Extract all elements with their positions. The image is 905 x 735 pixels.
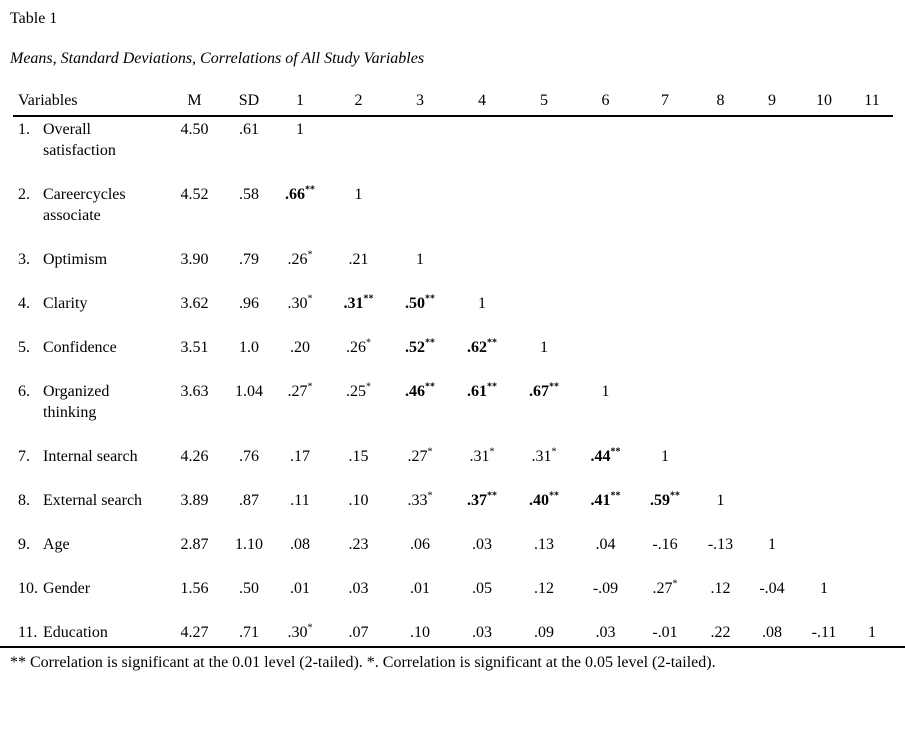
correlation-cell: [328, 444, 389, 488]
correlation-cell: [389, 379, 451, 444]
correlation-value: .03: [348, 580, 369, 597]
significance-stars: **: [305, 184, 315, 196]
correlation-cell: [797, 247, 851, 291]
table-row: [13, 620, 893, 645]
correlation-cell: [389, 576, 451, 620]
correlation-value: .61**: [467, 381, 497, 400]
correlation-cell: [694, 116, 747, 182]
correlation-cell: [328, 182, 389, 247]
correlation-value: .46**: [405, 381, 435, 400]
sd-cell: .58: [239, 186, 259, 203]
correlation-cell: [328, 576, 389, 620]
sd-cell: .50: [239, 580, 259, 597]
correlation-cell: [694, 182, 747, 247]
correlation-cell: [389, 620, 451, 645]
row-number-cell: 3.: [18, 251, 30, 268]
sd-cell: .87: [239, 492, 259, 509]
correlation-value: .25*: [346, 381, 371, 400]
sd-cell: .76: [239, 448, 259, 465]
table-row: [13, 576, 893, 620]
correlation-value: .08: [290, 536, 310, 553]
correlation-cell: [851, 182, 893, 247]
correlation-cell: [389, 247, 451, 291]
variable-label-cell: Age: [43, 536, 70, 553]
significance-stars: *: [307, 249, 313, 261]
correlation-cell: [797, 620, 851, 645]
correlation-cell: [747, 532, 797, 576]
correlation-cell: [513, 182, 575, 247]
correlation-value: 1: [820, 580, 828, 597]
correlation-value: .03: [595, 624, 616, 641]
correlation-cell: [575, 116, 636, 182]
correlation-cell: [513, 576, 575, 620]
correlation-value: 1: [868, 624, 876, 641]
correlation-cell: [747, 379, 797, 444]
correlation-value: .59**: [650, 490, 680, 509]
significance-stars: *: [551, 446, 557, 458]
mean-cell: 3.51: [180, 339, 209, 356]
correlation-cell: [513, 444, 575, 488]
correlation-cell: [513, 335, 575, 379]
row-number-cell: 1.: [18, 121, 30, 138]
correlation-cell: [797, 182, 851, 247]
correlation-cell: [694, 532, 747, 576]
correlation-cell: [513, 116, 575, 182]
correlation-value: .27*: [287, 381, 313, 400]
significance-stars: **: [549, 381, 559, 393]
correlation-value: .67**: [529, 381, 559, 400]
correlation-value: .26*: [346, 337, 371, 356]
significance-stars: **: [610, 490, 621, 502]
correlation-cell: [513, 379, 575, 444]
significance-stars: **: [425, 337, 435, 349]
column-header: 3: [389, 90, 451, 116]
variable-label-cell: Overall satisfaction: [43, 121, 116, 159]
mean-cell: 2.87: [180, 536, 209, 553]
correlation-cell: [851, 335, 893, 379]
correlation-cell: [272, 182, 328, 247]
correlation-cell: [636, 116, 694, 182]
correlation-cell: [797, 576, 851, 620]
correlation-cell: [389, 182, 451, 247]
correlation-value: -.11: [811, 624, 837, 641]
correlation-value: .31*: [531, 446, 557, 465]
correlation-value: .26*: [287, 249, 313, 268]
table-title: Table 1: [10, 10, 58, 27]
significance-stars: **: [487, 337, 497, 349]
correlation-value: 1: [354, 186, 363, 203]
significance-stars: **: [487, 381, 497, 393]
correlation-value: .09: [534, 624, 554, 641]
correlation-cell: [851, 116, 893, 182]
correlation-value: .05: [472, 580, 492, 597]
table-row: [13, 116, 893, 182]
correlation-cell: [389, 335, 451, 379]
correlation-cell: [636, 576, 694, 620]
variable-label-cell: Education: [43, 624, 108, 641]
correlation-value: 1: [716, 492, 725, 509]
correlation-cell: [451, 335, 513, 379]
correlation-cell: [747, 620, 797, 645]
significance-stars: **: [487, 490, 497, 502]
correlation-cell: [797, 335, 851, 379]
variable-label-cell: Organized thinking: [43, 383, 110, 421]
correlation-cell: [694, 247, 747, 291]
correlation-cell: [513, 488, 575, 532]
sd-cell: .96: [239, 295, 259, 312]
significance-stars: *: [672, 578, 678, 590]
sd-cell: .71: [239, 624, 259, 641]
correlation-cell: [575, 291, 636, 335]
correlation-cell: [575, 247, 636, 291]
correlation-value: -.04: [759, 580, 785, 597]
correlation-cell: [451, 444, 513, 488]
correlation-cell: [328, 488, 389, 532]
correlation-cell: [575, 379, 636, 444]
correlation-value: .50**: [405, 293, 435, 312]
correlation-cell: [389, 116, 451, 182]
column-header: 6: [575, 90, 636, 116]
correlation-value: 1: [601, 383, 610, 400]
mean-cell: 4.50: [180, 121, 209, 138]
correlation-cell: [389, 444, 451, 488]
significance-stars: **: [425, 381, 435, 393]
significance-stars: **: [425, 293, 435, 305]
correlation-cell: [797, 532, 851, 576]
correlation-cell: [328, 620, 389, 645]
correlation-cell: [451, 620, 513, 645]
column-header: 8: [694, 90, 747, 116]
correlation-value: .04: [595, 536, 616, 553]
correlation-value: .11: [290, 492, 310, 509]
correlation-value: .01: [410, 580, 430, 597]
correlation-value: .01: [290, 580, 310, 597]
row-number-cell: 5.: [18, 339, 30, 356]
correlation-cell: [272, 291, 328, 335]
sd-cell: .61: [239, 121, 259, 138]
correlation-value: .10: [348, 492, 369, 509]
row-number-cell: 7.: [18, 448, 30, 465]
correlation-cell: [451, 576, 513, 620]
mean-cell: 3.63: [180, 383, 209, 400]
correlation-cell: [747, 116, 797, 182]
correlation-cell: [747, 291, 797, 335]
correlation-cell: [636, 247, 694, 291]
correlation-cell: [575, 620, 636, 645]
correlation-cell: [272, 488, 328, 532]
correlation-value: .27*: [652, 578, 678, 597]
correlation-value: .21: [348, 251, 369, 268]
significance-stars: *: [307, 622, 313, 634]
correlation-cell: [272, 247, 328, 291]
table-row: [13, 379, 893, 444]
correlation-cell: [851, 247, 893, 291]
correlation-cell: [694, 444, 747, 488]
correlation-cell: [272, 335, 328, 379]
column-header: 2: [328, 90, 389, 116]
correlation-cell: [797, 291, 851, 335]
correlation-value: .08: [762, 624, 782, 641]
correlation-value: .40**: [529, 490, 559, 509]
correlation-value: .31**: [343, 293, 374, 312]
significance-stars: **: [363, 293, 374, 305]
sd-cell: 1.10: [235, 536, 263, 553]
significance-stars: **: [670, 490, 680, 502]
mean-cell: 3.89: [180, 492, 209, 509]
correlation-value: .37**: [467, 490, 497, 509]
correlation-cell: [797, 379, 851, 444]
significance-stars: *: [307, 293, 313, 305]
correlation-cell: [575, 335, 636, 379]
correlation-cell: [851, 379, 893, 444]
table-row: [13, 291, 893, 335]
significance-stars: *: [427, 490, 433, 502]
row-number-cell: 11.: [18, 624, 38, 641]
correlation-cell: [851, 444, 893, 488]
sd-cell: 1.0: [239, 339, 259, 356]
correlation-cell: [694, 488, 747, 532]
correlation-cell: [513, 532, 575, 576]
significance-stars: *: [366, 381, 371, 393]
correlation-value: .30*: [287, 622, 313, 641]
correlation-cell: [747, 182, 797, 247]
correlation-cell: [747, 247, 797, 291]
correlation-cell: [694, 291, 747, 335]
correlation-cell: [272, 444, 328, 488]
correlation-cell: [272, 576, 328, 620]
correlation-value: .52**: [405, 337, 435, 356]
correlation-cell: [797, 116, 851, 182]
row-number-cell: 9.: [18, 536, 30, 553]
correlation-cell: [747, 576, 797, 620]
correlation-cell: [575, 444, 636, 488]
column-header: 7: [636, 90, 694, 116]
correlation-cell: [797, 444, 851, 488]
correlation-value: 1: [478, 295, 486, 312]
correlation-cell: [451, 488, 513, 532]
correlation-cell: [694, 335, 747, 379]
correlation-cell: [328, 532, 389, 576]
correlation-cell: [451, 379, 513, 444]
row-number-cell: 6.: [18, 383, 30, 400]
correlation-value: .27*: [407, 446, 433, 465]
variable-label-cell: Internal search: [43, 448, 138, 465]
correlation-value: .15: [348, 448, 369, 465]
correlation-value: .12: [710, 580, 731, 597]
row-number-cell: 8.: [18, 492, 30, 509]
correlation-value: .31*: [469, 446, 495, 465]
correlation-cell: [797, 488, 851, 532]
column-header: M: [163, 90, 226, 116]
row-number-cell: 4.: [18, 295, 30, 312]
column-header: 4: [451, 90, 513, 116]
correlation-cell: [451, 116, 513, 182]
correlation-cell: [451, 291, 513, 335]
correlation-value: .20: [290, 339, 310, 356]
correlation-cell: [747, 444, 797, 488]
table-row: [13, 532, 893, 576]
table-subtitle: Means, Standard Deviations, Correlations of All Study Variables: [10, 50, 425, 67]
correlation-cell: [851, 488, 893, 532]
correlation-value: 1: [416, 251, 424, 268]
correlation-cell: [513, 247, 575, 291]
variable-label-cell: Careercycles associate: [43, 186, 126, 224]
correlation-cell: [851, 620, 893, 645]
correlation-cell: [389, 488, 451, 532]
correlation-value: .66**: [285, 184, 315, 203]
correlation-value: 1: [661, 448, 669, 465]
correlation-cell: [328, 291, 389, 335]
correlation-value: 1: [540, 339, 548, 356]
column-header: 1: [272, 90, 328, 116]
table-row: [13, 444, 893, 488]
correlation-value: .23: [348, 536, 369, 553]
correlation-value: .17: [290, 448, 310, 465]
correlation-value: .44**: [590, 446, 621, 465]
correlation-cell: [694, 576, 747, 620]
table-bottom-rule: [0, 646, 905, 648]
correlation-cell: [513, 291, 575, 335]
correlation-cell: [694, 620, 747, 645]
mean-cell: 4.52: [180, 186, 209, 203]
correlation-cell: [272, 116, 328, 182]
sd-cell: .79: [239, 251, 259, 268]
row-number-cell: 2.: [18, 186, 30, 203]
variable-label-cell: Gender: [43, 580, 91, 597]
significance-stars: **: [549, 490, 559, 502]
correlation-cell: [272, 379, 328, 444]
correlation-cell: [636, 488, 694, 532]
mean-cell: 3.90: [180, 251, 209, 268]
correlation-cell: [513, 620, 575, 645]
table-row: [13, 488, 893, 532]
table-body: [13, 116, 893, 645]
correlation-cell: [575, 182, 636, 247]
table-footnote: ** Correlation is significant at the 0.01 level (2-tailed). *. Correlation is significant at the 0.05 level (2-tailed).: [10, 654, 716, 671]
correlation-cell: [747, 488, 797, 532]
correlation-value: -.01: [652, 624, 678, 641]
correlation-cell: [636, 182, 694, 247]
correlation-value: .06: [410, 536, 430, 553]
correlation-cell: [451, 532, 513, 576]
correlation-cell: [851, 576, 893, 620]
correlation-value: .62**: [467, 337, 497, 356]
correlation-cell: [575, 488, 636, 532]
mean-cell: 4.27: [180, 624, 209, 641]
correlation-cell: [328, 379, 389, 444]
variable-label-cell: Confidence: [43, 339, 117, 356]
column-header: 10: [797, 90, 851, 116]
correlation-cell: [389, 532, 451, 576]
mean-cell: 4.26: [180, 448, 209, 465]
correlation-value: .41**: [590, 490, 621, 509]
table-row: [13, 247, 893, 291]
correlation-value: -.16: [652, 536, 678, 553]
correlation-value: .07: [348, 624, 369, 641]
correlation-cell: [636, 379, 694, 444]
correlation-cell: [451, 247, 513, 291]
correlation-value: .33*: [407, 490, 433, 509]
significance-stars: *: [427, 446, 433, 458]
correlation-cell: [636, 620, 694, 645]
correlation-value: .03: [472, 536, 492, 553]
table-row: [13, 182, 893, 247]
table-row: [13, 335, 893, 379]
column-header: 9: [747, 90, 797, 116]
column-header: SD: [226, 90, 272, 116]
correlation-value: .30*: [287, 293, 313, 312]
correlation-cell: [328, 116, 389, 182]
correlation-value: .22: [710, 624, 731, 641]
correlation-table: [13, 90, 893, 645]
variable-label-cell: External search: [43, 492, 143, 509]
column-header: 11: [851, 90, 893, 116]
correlation-cell: [451, 182, 513, 247]
correlation-value: .12: [534, 580, 554, 597]
correlation-cell: [575, 576, 636, 620]
variable-label-cell: Clarity: [43, 295, 88, 312]
correlation-value: -.13: [707, 536, 734, 553]
correlation-cell: [851, 291, 893, 335]
correlation-cell: [389, 291, 451, 335]
correlation-cell: [272, 532, 328, 576]
correlation-value: .10: [410, 624, 430, 641]
correlation-cell: [636, 291, 694, 335]
column-header: Variables: [13, 90, 163, 116]
significance-stars: *: [489, 446, 495, 458]
variable-label-cell: Optimism: [43, 251, 108, 268]
correlation-cell: [636, 335, 694, 379]
significance-stars: *: [307, 381, 313, 393]
column-header: 5: [513, 90, 575, 116]
correlation-cell: [851, 532, 893, 576]
header-row: [13, 90, 893, 116]
correlation-cell: [694, 379, 747, 444]
correlation-cell: [575, 532, 636, 576]
correlation-cell: [747, 335, 797, 379]
sd-cell: 1.04: [235, 383, 263, 400]
correlation-value: -.09: [592, 580, 619, 597]
correlation-cell: [636, 532, 694, 576]
correlation-cell: [272, 620, 328, 645]
correlation-cell: [328, 335, 389, 379]
correlation-value: .03: [472, 624, 492, 641]
correlation-value: 1: [768, 536, 776, 553]
mean-cell: 1.56: [180, 580, 209, 597]
mean-cell: 3.62: [180, 295, 209, 312]
correlation-cell: [636, 444, 694, 488]
correlation-cell: [328, 247, 389, 291]
correlation-value: .13: [534, 536, 554, 553]
correlation-value: 1: [296, 121, 304, 138]
row-number-cell: 10.: [18, 580, 38, 597]
significance-stars: *: [366, 337, 371, 349]
significance-stars: **: [610, 446, 621, 458]
